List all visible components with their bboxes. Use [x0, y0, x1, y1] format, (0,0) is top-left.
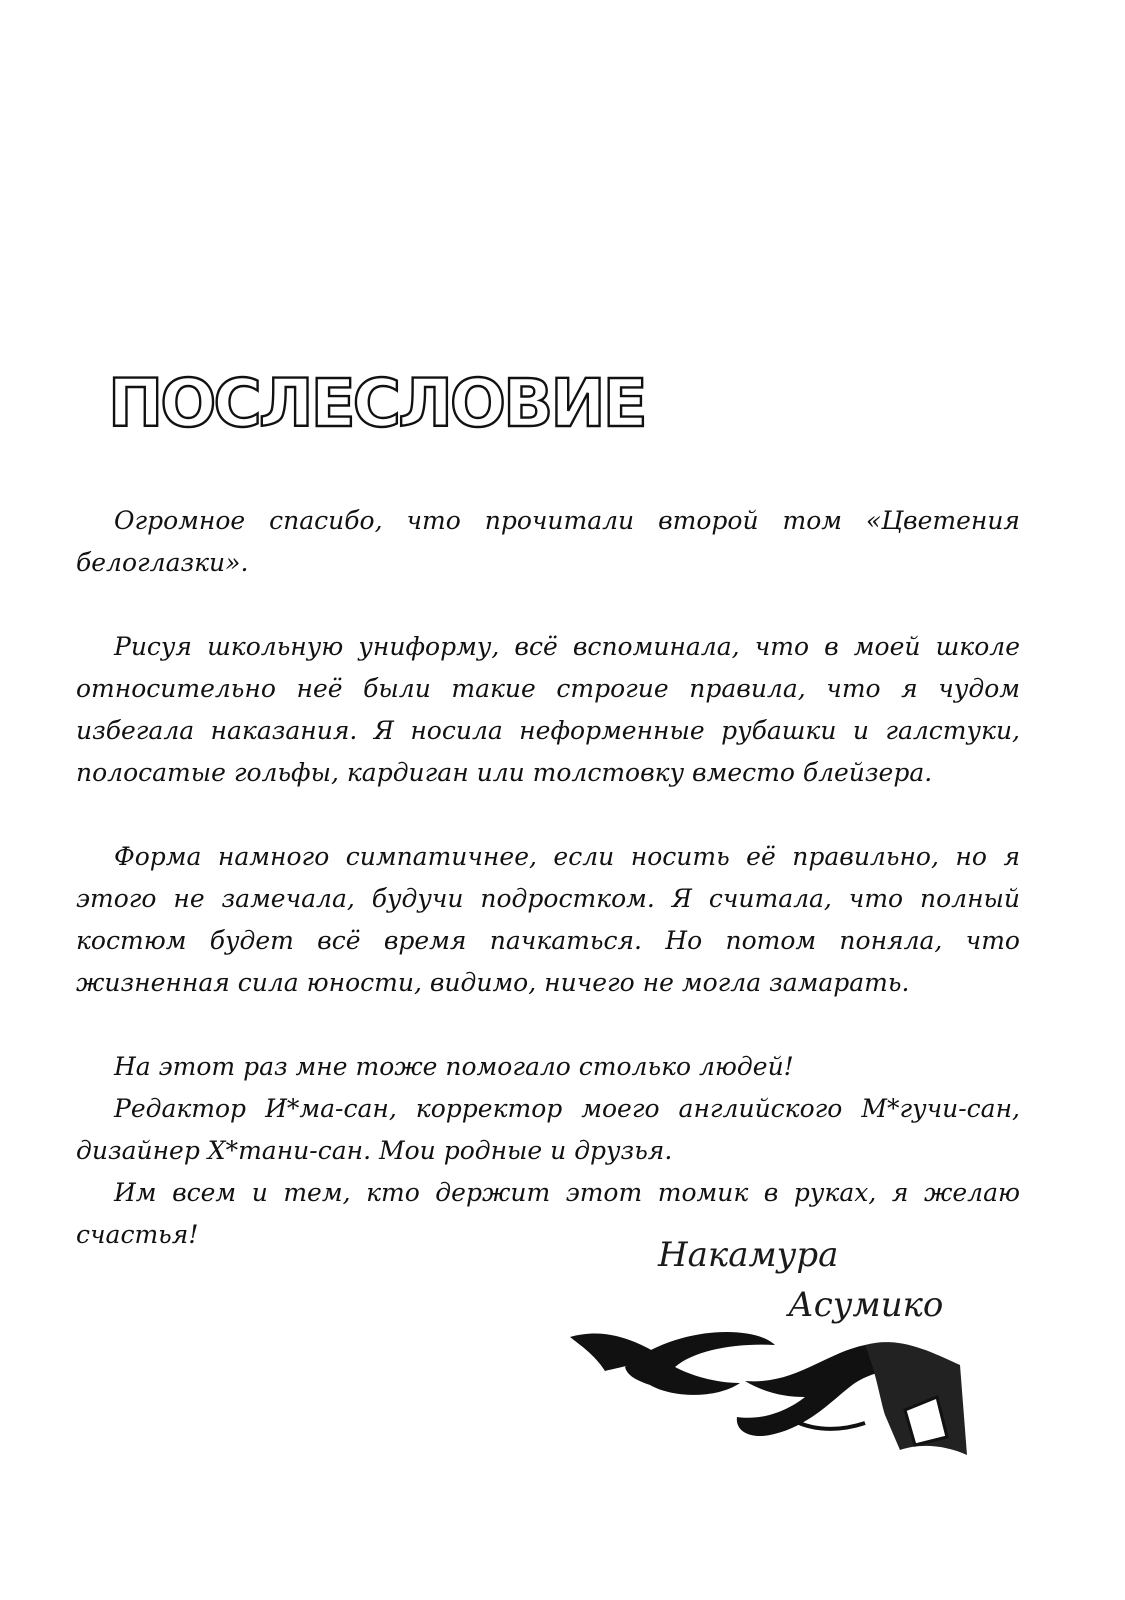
- gratitude-line-wishes: Им всем и тем, кто держит этот томик в руках, я желаю счастья!: [76, 1178, 1020, 1249]
- ribbon-illustration-icon: [565, 1305, 985, 1475]
- gratitude-line-helpers: На этот раз мне тоже помогало столько людей!: [114, 1052, 794, 1081]
- gratitude-line-credits: Редактор И*ма-сан, корректор моего английского М*гучи-сан, дизайнер Х*тани-сан. Мои родные и друзья.: [76, 1094, 1020, 1165]
- afterword-body: [76, 500, 1020, 1256]
- signature-given-name: Асумико: [788, 1285, 944, 1325]
- paragraph-uniform: Рисуя школьную униформу, всё вспоминала, что в моей школе относительно неё были такие строгие правила, что я чудом избегала наказания. Я носила неформенные рубашки и галстуки, полосатые гольфы, кардиган или толстовку вместо блейзера.: [76, 632, 1020, 787]
- paragraph-thanks: Огромное спасибо, что прочитали второй том «Цветения белоглазки».: [76, 506, 1020, 577]
- paragraph-form: Форма намного симпатичнее, если носить её правильно, но я этого не замечала, будучи подростком. Я считала, что полный костюм будет всё время пачкаться. Но потом поняла, что жизненная сила юности, видимо, ничего не могла замарать.: [76, 842, 1020, 997]
- afterword-title: [108, 352, 645, 442]
- signature-surname: Накамура: [658, 1235, 839, 1275]
- afterword-title-text: ПОСЛЕСЛОВИЕ: [108, 365, 645, 442]
